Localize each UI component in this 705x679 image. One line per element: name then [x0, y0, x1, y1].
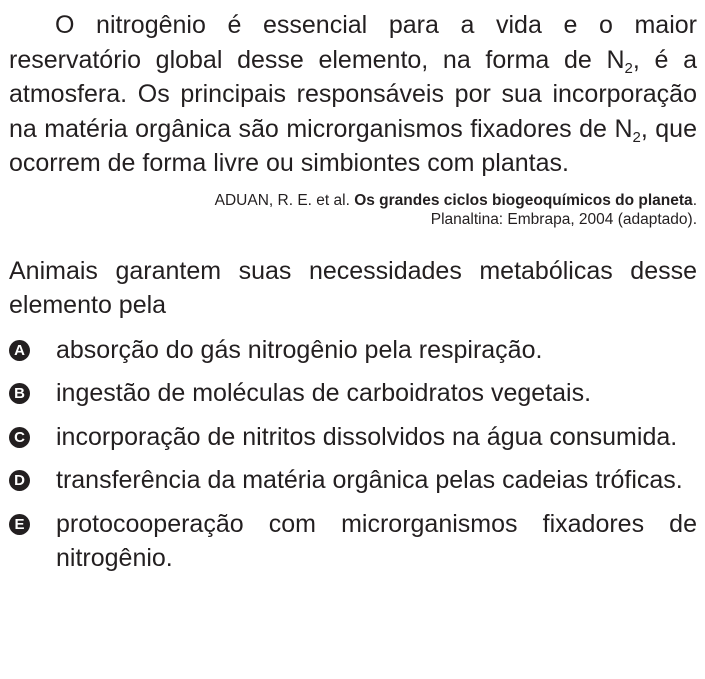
option-letter-badge: C — [9, 427, 30, 448]
passage-part-3: , que ocorrem de forma livre ou simbiontes com plantas. — [9, 114, 697, 177]
passage-part-2: , é a atmosfera. Os principais responsáveis por sua incorporação na matéria orgânica são microrganismos fixadores de N — [9, 45, 697, 143]
option-b[interactable] — [9, 376, 697, 411]
passage-text — [9, 8, 697, 181]
citation-authors: ADUAN, R. E. et al. — [214, 191, 355, 209]
option-text: absorção do gás nitrogênio pela respiração. — [56, 335, 543, 364]
option-text: protocooperação com microrganismos fixadores de nitrogênio. — [56, 509, 697, 572]
option-letter-badge: E — [9, 514, 30, 535]
option-letter-badge: D — [9, 470, 30, 491]
option-letter-badge: B — [9, 383, 30, 404]
subscript-2: 2 — [632, 128, 641, 146]
passage-part-1: O nitrogênio é essencial para a vida e o maior reservatório global desse elemento, na forma de N — [9, 11, 697, 74]
citation — [9, 191, 697, 230]
option-text: ingestão de moléculas de carboidratos vegetais. — [56, 379, 592, 407]
question-stem: Animais garantem suas necessidades metabólicas desse elemento pela — [9, 256, 697, 319]
option-text: transferência da matéria orgânica pelas cadeias tróficas. — [56, 466, 683, 494]
option-c[interactable] — [9, 420, 697, 455]
option-a[interactable] — [9, 333, 697, 368]
subscript-2: 2 — [624, 59, 633, 77]
option-text: incorporação de nitritos dissolvidos na água consumida. — [56, 422, 678, 451]
citation-title: Os grandes ciclos biogeoquímicos do planeta — [354, 191, 693, 209]
option-d[interactable] — [9, 463, 697, 498]
option-letter-badge: A — [9, 340, 30, 361]
citation-period: . — [692, 191, 697, 209]
citation-line-1 — [9, 191, 697, 211]
option-e[interactable] — [9, 507, 697, 576]
citation-publisher: Planaltina: Embrapa, 2004 (adaptado). — [430, 211, 697, 228]
exam-question — [9, 8, 697, 592]
answer-options — [9, 333, 697, 576]
